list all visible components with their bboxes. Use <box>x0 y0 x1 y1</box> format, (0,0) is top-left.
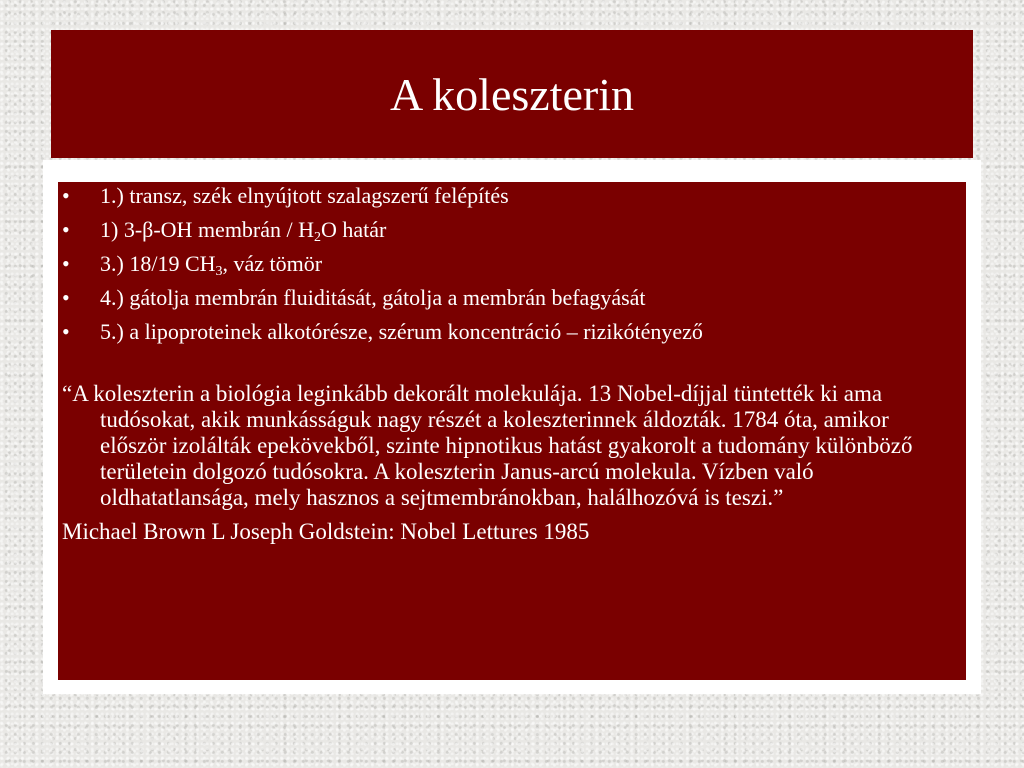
bullet-item <box>62 315 956 349</box>
bullet-text: 4.) gátolja membrán fluiditását, gátolja a membrán befagyását <box>100 285 646 310</box>
title-banner <box>51 30 973 158</box>
bullet-text-post: O határ <box>321 217 387 242</box>
bullet-text-pre: 1) 3-β-OH membrán / H <box>100 217 315 242</box>
bullet-text: 1.) transz, szék elnyújtott szalagszerű felépítés <box>100 183 509 208</box>
bullet-text: 5.) a lipoproteinek alkotórésze, szérum koncentráció – rizikótényező <box>100 319 703 344</box>
bullet-text-post: , váz tömör <box>222 251 323 276</box>
bullet-list <box>62 179 956 349</box>
bullet-item <box>62 213 956 247</box>
content-frame <box>43 160 981 694</box>
bullet-text-pre: 3.) 18/19 CH <box>100 251 216 276</box>
bullet-item <box>62 247 956 281</box>
bullet-item <box>62 179 956 213</box>
subscript: 2 <box>314 230 322 245</box>
content-box <box>58 182 966 680</box>
bullet-marker: • <box>62 251 70 276</box>
bullet-marker: • <box>62 319 70 344</box>
quote-paragraph: “A koleszterin a biológia leginkább dekorált molekulája. 13 Nobel-díjjal tüntették ki ama tudósokat, akik munkásságuk nagy részét a koleszterinnek áldozták. 1784 óta, amikor először izolálták epekövekből, szinte hipnotikus hatást gyakorolt a tudomány különböző területein dolgozó tudósokra. A koleszterin Janus-arcú molekula. Vízben való oldhatatlansága, mely hasznos a sejtmembránokban, halálhozóvá is teszi.” <box>62 381 913 510</box>
quote-attribution: Michael Brown L Joseph Goldstein: Nobel Lettures 1985 <box>62 519 590 544</box>
bullet-marker: • <box>62 217 70 242</box>
slide-title: A koleszterin <box>390 68 634 120</box>
subscript: 3 <box>215 264 223 279</box>
bullet-marker: • <box>62 285 70 310</box>
bullet-item <box>62 281 956 315</box>
bullet-marker: • <box>62 183 70 208</box>
